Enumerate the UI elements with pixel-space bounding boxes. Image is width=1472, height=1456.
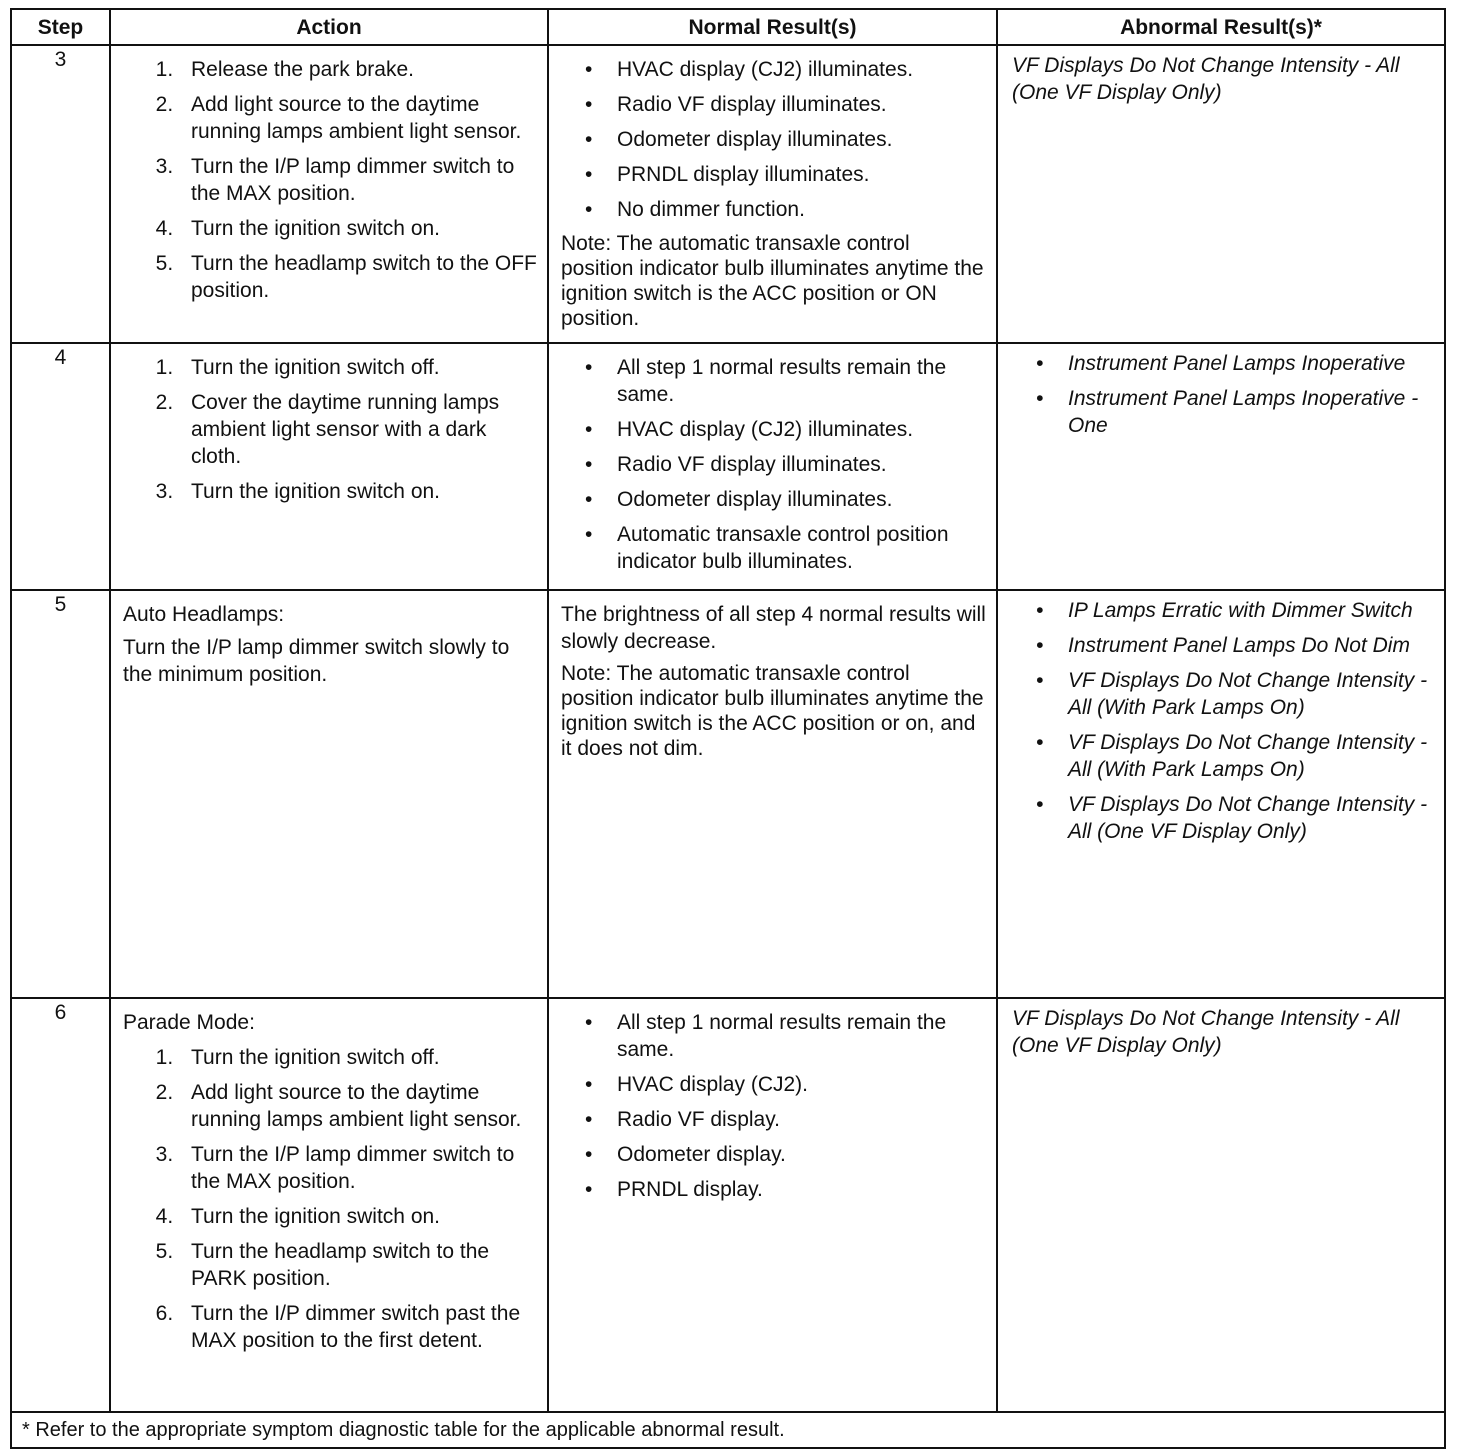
- action-cell: [110, 590, 548, 998]
- normal-results-list: [561, 56, 986, 223]
- normal-result: • Odometer display.: [617, 1141, 986, 1168]
- abnormal-results-cell: [997, 343, 1445, 590]
- normal-note: Note: The automatic transaxle control position indicator bulb illuminates anytime the ignition switch is the ACC position or on, and it does not dim.: [561, 662, 984, 760]
- normal-results-cell: [548, 45, 997, 343]
- action-cell: [110, 45, 548, 343]
- normal-results-list: [561, 1009, 986, 1203]
- diagnostic-table: [10, 8, 1446, 1449]
- action-lead: Auto Headlamps:: [123, 603, 285, 626]
- normal-lead: The brightness of all step 4 normal results will slowly decrease.: [561, 603, 986, 653]
- action-step: 6. Turn the I/P dimmer switch past the MAX position to the first detent.: [179, 1300, 537, 1354]
- action-steps: [123, 1044, 537, 1354]
- action-step: 4. Turn the ignition switch on.: [179, 215, 537, 242]
- table-row-step-6: [11, 998, 1445, 1412]
- step-number: 4: [11, 343, 110, 590]
- action-step: 2. Cover the daytime running lamps ambient light sensor with a dark cloth.: [179, 389, 537, 470]
- abnormal-result: VF Displays Do Not Change Intensity - All (One VF Display Only): [1012, 1007, 1400, 1057]
- action-step: 3. Turn the ignition switch on.: [179, 478, 537, 505]
- abnormal-results-cell: [997, 45, 1445, 343]
- normal-result: • HVAC display (CJ2) illuminates.: [617, 56, 986, 83]
- normal-result: • HVAC display (CJ2).: [617, 1071, 986, 1098]
- normal-result: • Radio VF display.: [617, 1106, 986, 1133]
- header-normal-results: Normal Result(s): [548, 9, 997, 45]
- action-text: Turn the I/P lamp dimmer switch slowly to the minimum position.: [123, 636, 510, 686]
- abnormal-result: • Instrument Panel Lamps Do Not Dim: [1068, 632, 1438, 659]
- normal-result: • All step 1 normal results remain the same.: [617, 354, 986, 408]
- normal-result: • All step 1 normal results remain the same.: [617, 1009, 986, 1063]
- normal-result: • Radio VF display illuminates.: [617, 451, 986, 478]
- action-lead: Parade Mode:: [123, 1011, 255, 1034]
- normal-results-cell: [548, 590, 997, 998]
- normal-result: • No dimmer function.: [617, 196, 986, 223]
- action-step: 3. Turn the I/P lamp dimmer switch to the MAX position.: [179, 1141, 537, 1195]
- abnormal-result: • VF Displays Do Not Change Intensity - All (With Park Lamps On): [1068, 667, 1438, 721]
- normal-results-cell: [548, 998, 997, 1412]
- normal-result: • Odometer display illuminates.: [617, 486, 986, 513]
- footnote: * Refer to the appropriate symptom diagnostic table for the applicable abnormal result.: [11, 1412, 1445, 1448]
- table-row-step-5: [11, 590, 1445, 998]
- header-row: [11, 9, 1445, 45]
- abnormal-results-cell: [997, 998, 1445, 1412]
- normal-results-list: [561, 354, 986, 575]
- action-step: 1. Turn the ignition switch off.: [179, 1044, 537, 1071]
- abnormal-result: VF Displays Do Not Change Intensity - All (One VF Display Only): [1012, 54, 1400, 104]
- normal-result: • HVAC display (CJ2) illuminates.: [617, 416, 986, 443]
- abnormal-results-cell: [997, 590, 1445, 998]
- normal-result: • PRNDL display.: [617, 1176, 986, 1203]
- action-step: 5. Turn the headlamp switch to the OFF position.: [179, 250, 537, 304]
- action-step: 5. Turn the headlamp switch to the PARK position.: [179, 1238, 537, 1292]
- action-steps: [123, 56, 537, 304]
- step-number: 6: [11, 998, 110, 1412]
- abnormal-results-list: [1012, 350, 1438, 439]
- normal-results-cell: [548, 343, 997, 590]
- normal-result: • Automatic transaxle control position indicator bulb illuminates.: [617, 521, 986, 575]
- abnormal-result: • Instrument Panel Lamps Inoperative - One: [1068, 385, 1438, 439]
- action-steps: [123, 354, 537, 505]
- action-step: 1. Turn the ignition switch off.: [179, 354, 537, 381]
- abnormal-result: • VF Displays Do Not Change Intensity - All (One VF Display Only): [1068, 791, 1438, 845]
- action-step: 4. Turn the ignition switch on.: [179, 1203, 537, 1230]
- normal-result: • Odometer display illuminates.: [617, 126, 986, 153]
- header-action: Action: [110, 9, 548, 45]
- action-step: 2. Add light source to the daytime running lamps ambient light sensor.: [179, 91, 537, 145]
- table-row-step-3: [11, 45, 1445, 343]
- table-row-step-4: [11, 343, 1445, 590]
- footnote-row: [11, 1412, 1445, 1448]
- header-abnormal-results: Abnormal Result(s)*: [997, 9, 1445, 45]
- action-step: 2. Add light source to the daytime running lamps ambient light sensor.: [179, 1079, 537, 1133]
- abnormal-results-list: [1012, 597, 1438, 845]
- abnormal-result: • VF Displays Do Not Change Intensity - All (With Park Lamps On): [1068, 729, 1438, 783]
- action-step: 3. Turn the I/P lamp dimmer switch to the MAX position.: [179, 153, 537, 207]
- action-cell: [110, 343, 548, 590]
- action-cell: [110, 998, 548, 1412]
- normal-result: • Radio VF display illuminates.: [617, 91, 986, 118]
- step-number: 5: [11, 590, 110, 998]
- abnormal-result: • IP Lamps Erratic with Dimmer Switch: [1068, 597, 1438, 624]
- abnormal-result: • Instrument Panel Lamps Inoperative: [1068, 350, 1438, 377]
- header-step: Step: [11, 9, 110, 45]
- action-step: 1. Release the park brake.: [179, 56, 537, 83]
- normal-result: • PRNDL display illuminates.: [617, 161, 986, 188]
- normal-note: Note: The automatic transaxle control position indicator bulb illuminates anytime the ignition switch is the ACC position or ON position.: [561, 232, 984, 330]
- step-number: 3: [11, 45, 110, 343]
